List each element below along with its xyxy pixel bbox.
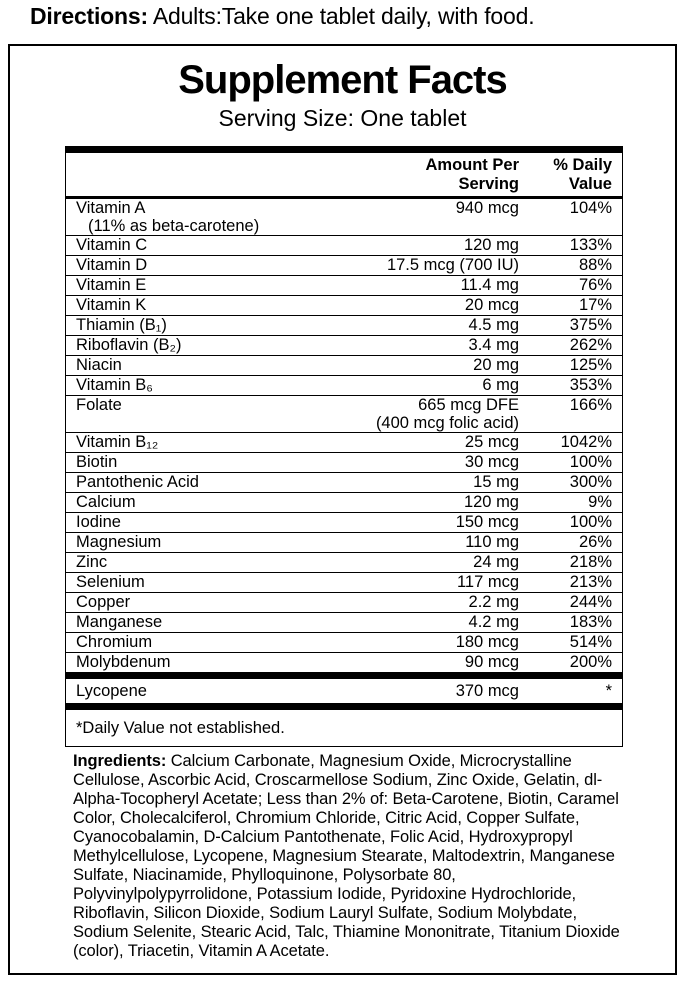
nutrient-daily-value: 166% (569, 396, 612, 414)
nutrient-amount: 3.4 mg (468, 336, 519, 354)
directions-line (30, 3, 534, 29)
nutrient-daily-value: 17% (578, 296, 612, 314)
supplement-facts-panel (8, 44, 677, 975)
table-row (66, 432, 622, 452)
nutrient-amount: 24 mg (473, 553, 519, 571)
table-row (66, 355, 622, 375)
nutrient-amount: 4.2 mg (468, 613, 519, 631)
table-row (66, 315, 622, 335)
nutrient-amount: 17.5 mcg (700 IU) (386, 256, 519, 274)
facts-table (65, 146, 623, 747)
nutrient-amount: 110 mg (465, 533, 519, 551)
nutrient-daily-value: 100% (569, 513, 612, 531)
nutrient-amount: 25 mcg (464, 433, 519, 451)
nutrient-daily-value: 125% (569, 356, 612, 374)
nutrient-name: Pantothenic Acid (76, 473, 199, 491)
table-row (66, 255, 622, 275)
table-row (66, 375, 622, 395)
nutrient-name: Folate (76, 396, 122, 414)
nutrient-amount: 90 mcg (464, 653, 519, 671)
nutrient-daily-value: 9% (588, 493, 612, 511)
nutrient-name: Vitamin E (76, 276, 147, 294)
table-row (66, 632, 622, 652)
nutrient-amount: 2.2 mg (468, 593, 519, 611)
header-percent-daily-value: % Daily Value (553, 156, 612, 193)
nutrient-daily-value: 244% (569, 593, 612, 611)
nutrient-daily-value: 104% (569, 199, 612, 217)
nutrient-name: Iodine (76, 513, 121, 531)
nutrient-daily-value: 375% (569, 316, 612, 334)
nutrient-name: Vitamin C (76, 236, 148, 254)
nutrient-amount: 20 mcg (464, 296, 519, 314)
table-row (66, 335, 622, 355)
nutrient-amount: 6 mg (482, 376, 519, 394)
table-row (66, 612, 622, 632)
nutrient-name: Vitamin A (76, 199, 146, 217)
bottom-thick-bar (66, 703, 622, 710)
nutrient-daily-value: 1042% (560, 433, 612, 451)
table-row (66, 532, 622, 552)
nutrient-name: Molybdenum (76, 653, 171, 671)
table-row (66, 552, 622, 572)
table-row (66, 472, 622, 492)
nutrient-name: Thiamin (B₁) (76, 316, 167, 334)
nutrient-daily-value: * (605, 682, 612, 700)
other-ingredient-rows (66, 679, 622, 703)
nutrient-name: Magnesium (76, 533, 162, 551)
ingredients-paragraph (73, 752, 625, 961)
nutrient-amount: 4.5 mg (468, 316, 519, 334)
ingredients-label: Ingredients: (73, 752, 167, 770)
nutrient-amount: 370 mcg (455, 682, 519, 700)
nutrient-daily-value: 76% (578, 276, 612, 294)
nutrient-amount: 117 mcg (456, 573, 519, 591)
ingredients-text: Calcium Carbonate, Magnesium Oxide, Microcrystalline Cellulose, Ascorbic Acid, Croscarmellose Sodium, Zinc Oxide, Gelatin, dl-Alpha-Tocopheryl Acetate; Less than 2% of: Beta-Carotene, Biotin, Caramel Color, Cholecalciferol, Chromium Chloride, Citric Acid, Copper Sulfate, Cyanocobalamin, D-Calcium Pantothenate, Folic Acid, Hydroxypropyl Methylcellulose, Lycopene, Magnesium Stearate, Maltodextrin, Manganese Sulfate, Niacinamide, Phylloquinone, Polysorbate 80, Polyvinylpolypyrrolidone, Potassium Iodide, Pyridoxine Hydrochloride, Riboflavin, Silicon Dioxide, Sodium Lauryl Sulfate, Sodium Molybdate, Sodium Selenite, Stearic Acid, Talc, Thiamine Mononitrate, Titanium Dioxide (color), Triacetin, Vitamin A Acetate. (73, 752, 620, 960)
table-row (66, 235, 622, 255)
table-row (66, 572, 622, 592)
nutrient-amount: 20 mg (473, 356, 519, 374)
table-row (66, 592, 622, 612)
nutrient-daily-value: 514% (569, 633, 612, 651)
table-row (66, 199, 622, 235)
nutrient-name: Selenium (76, 573, 145, 591)
nutrient-name: Biotin (76, 453, 118, 471)
nutrient-daily-value: 300% (569, 473, 612, 491)
top-thick-bar (66, 146, 622, 153)
nutrient-name: Niacin (76, 356, 122, 374)
table-header (66, 153, 622, 199)
panel-title: Supplement Facts (178, 58, 507, 102)
nutrient-amount: 15 mg (473, 473, 519, 491)
directions-text: Adults:Take one tablet daily, with food. (147, 3, 535, 29)
nutrient-daily-value: 26% (578, 533, 612, 551)
nutrient-amount: 180 mcg (455, 633, 519, 651)
table-row (66, 395, 622, 432)
nutrient-name: Zinc (76, 553, 108, 571)
nutrient-daily-value: 353% (569, 376, 612, 394)
nutrient-amount: 30 mcg (464, 453, 519, 471)
nutrient-daily-value: 200% (569, 653, 612, 671)
table-row (66, 452, 622, 472)
nutrient-note: (11% as beta-carotene) (88, 217, 260, 235)
nutrient-daily-value: 133% (569, 236, 612, 254)
nutrient-name: Lycopene (76, 682, 147, 700)
directions-label: Directions: (30, 3, 148, 29)
serving-size: Serving Size: One tablet (218, 105, 467, 131)
table-row (66, 492, 622, 512)
table-row (66, 512, 622, 532)
header-amount-per-serving: Amount Per Serving (425, 156, 519, 193)
nutrient-amount: 150 mcg (455, 513, 519, 531)
nutrient-name: Calcium (76, 493, 136, 511)
nutrient-amount: 120 mg (463, 236, 519, 254)
nutrient-name: Chromium (76, 633, 153, 651)
nutrient-daily-value: 213% (569, 573, 612, 591)
table-row (66, 679, 622, 703)
table-row (66, 295, 622, 315)
nutrient-amount: 120 mg (463, 493, 519, 511)
table-row (66, 275, 622, 295)
nutrient-name: Vitamin D (76, 256, 148, 274)
nutrient-amount: 665 mcg DFE (418, 396, 519, 414)
nutrient-daily-value: 218% (569, 553, 612, 571)
nutrient-name: Vitamin B₆ (76, 376, 153, 394)
table-row (66, 652, 622, 672)
nutrient-daily-value: 100% (569, 453, 612, 471)
nutrient-rows (66, 199, 622, 672)
nutrient-amount: 11.4 mg (460, 276, 519, 294)
nutrient-amount: 940 mcg (455, 199, 519, 217)
nutrient-name: Manganese (76, 613, 163, 631)
nutrient-name: Riboflavin (B₂) (76, 336, 182, 354)
nutrient-daily-value: 88% (578, 256, 612, 274)
nutrient-amount-note: (400 mcg folic acid) (375, 414, 519, 432)
nutrient-name: Vitamin B₁₂ (76, 433, 159, 451)
nutrient-daily-value: 183% (569, 613, 612, 631)
nutrient-name: Vitamin K (76, 296, 147, 314)
mid-thick-bar (66, 672, 622, 679)
daily-value-footnote: *Daily Value not established. (76, 719, 285, 737)
nutrient-daily-value: 262% (569, 336, 612, 354)
nutrient-name: Copper (76, 593, 131, 611)
